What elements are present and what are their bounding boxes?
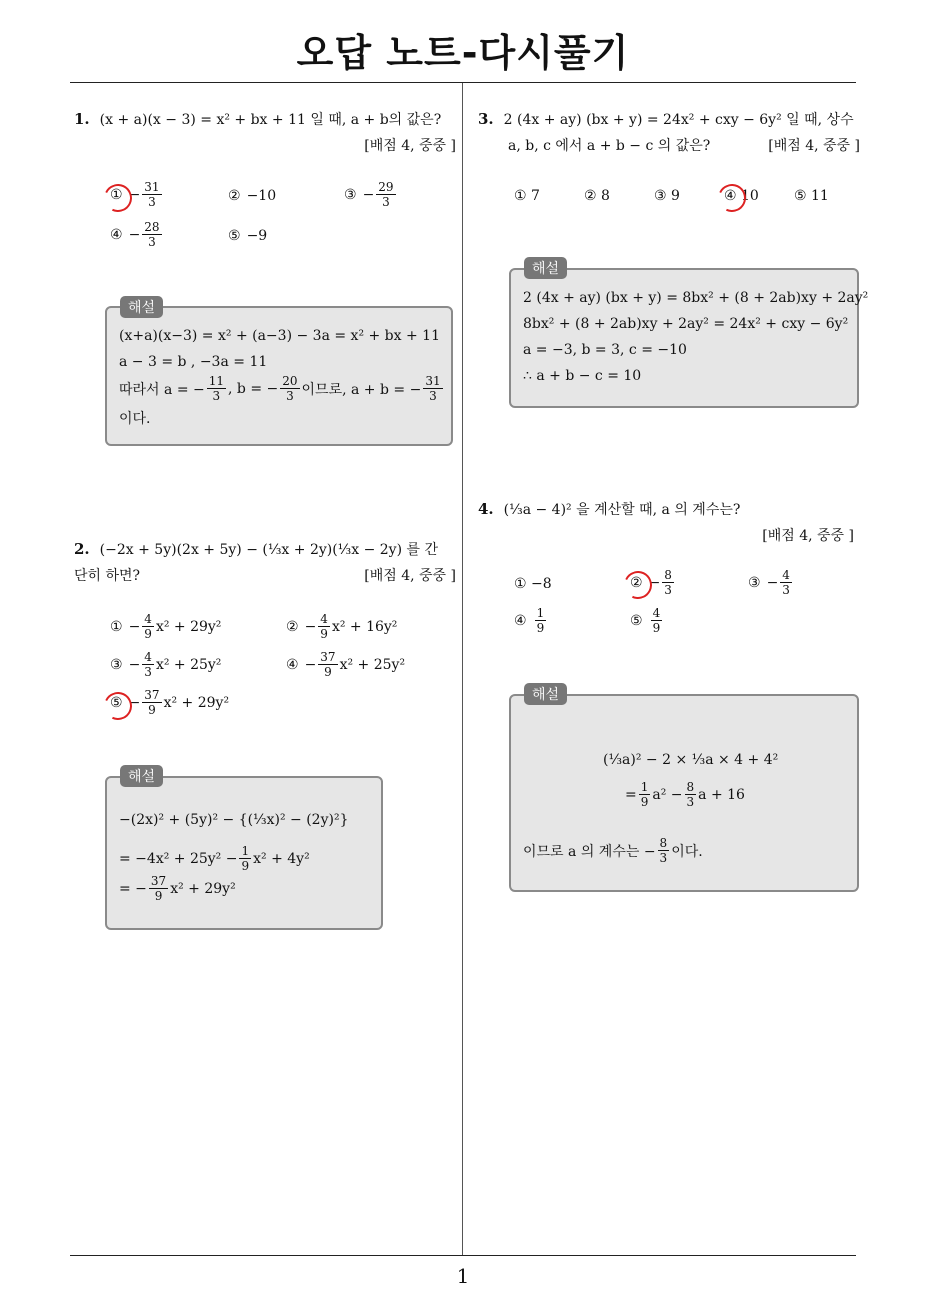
choice-2[interactable]: ② − $\frac{8}{3}$ — [630, 568, 672, 597]
question-3: 3. 2 (4x + ay) (bx + y) = 24x² + cxy − 6y² 일 때, 상수 a, b, c 에서 a + b − c 의 값은? [배점 4, 중중 ] — [478, 106, 860, 159]
choice-2[interactable]: ② 8 — [584, 188, 610, 204]
question-meta: [배점 4, 중중 ] — [768, 138, 860, 154]
top-rule — [70, 82, 856, 83]
question-number: 3. — [478, 110, 494, 128]
selected-answer-mark — [714, 180, 750, 216]
choice-1[interactable]: ① −8 — [514, 576, 552, 592]
column-divider — [462, 83, 463, 1255]
choice-5[interactable]: ⑤ $\frac{4}{9}$ — [630, 606, 661, 635]
fraction: $\frac{28}{3}$ — [144, 220, 160, 249]
solution-box: 2 (4x + ay) (bx + y) = 8bx² + (8 + 2ab)xy + 2ay² 8bx² + (8 + 2ab)xy + 2ay² = 24x² + cxy − 6y² a = −3, b = 3, c = −10 ∴ a + b − c = 10 — [509, 268, 859, 408]
solution-tag: 해설 — [524, 257, 567, 279]
choice-3[interactable]: ③ − $\frac{29}{3}$ — [344, 180, 394, 209]
solution-tag: 해설 — [120, 296, 163, 318]
choice-4[interactable]: ④ 10 — [724, 188, 759, 204]
solution-box: (x+a)(x−3) = x² + (a−3) − 3a = x² + bx + 11 a − 3 = b , −3a = 11 따라서 a = − $\frac{11}{3}$ , b = − $\frac{20}{3}$ 이므로, a + b = − $\frac{31}{3}$ 이다. — [105, 306, 453, 446]
choice-1[interactable]: ① − $\frac{4}{9}$ x² + 29y² — [110, 612, 222, 641]
question-1 — [74, 106, 456, 159]
question-meta: [배점 4, 중중 ] — [762, 528, 854, 544]
question-meta: [배점 4, 중중 ] — [364, 568, 456, 584]
question-number: 4. — [478, 500, 494, 518]
solution-box: −(2x)² + (5y)² − {(⅓x)² − (2y)²} = −4x² + 25y² − $\frac{1}{9}$ x² + 4y² = − $\frac{37}{9}$ x² + 29y² — [105, 776, 383, 930]
page-title: 오답 노트-다시풀기 — [296, 31, 630, 75]
choice-3[interactable]: ③ − $\frac{4}{3}$ x² + 25y² — [110, 650, 222, 679]
question-meta: [배점 4, 중중 ] — [364, 138, 456, 154]
choice-1[interactable]: ① − $\frac{31}{3}$ — [110, 180, 160, 209]
choice-4[interactable]: ④ $\frac{1}{9}$ — [514, 606, 545, 635]
fraction: $\frac{31}{3}$ — [144, 180, 160, 209]
choice-5[interactable]: ⑤ − $\frac{37}{9}$ x² + 29y² — [110, 688, 230, 717]
choice-4[interactable]: ④ − $\frac{37}{9}$ x² + 25y² — [286, 650, 406, 679]
choice-3[interactable]: ③ − $\frac{4}{3}$ — [748, 568, 790, 597]
solution-tag: 해설 — [120, 765, 163, 787]
question-4 — [478, 496, 854, 549]
solution-tag: 해설 — [524, 683, 567, 705]
choice-2[interactable]: ② −10 — [228, 188, 277, 204]
choice-5[interactable]: ⑤ 11 — [794, 188, 829, 204]
fraction: $\frac{29}{3}$ — [378, 180, 394, 209]
choice-4[interactable]: ④ − $\frac{28}{3}$ — [110, 220, 160, 249]
page-number: 1 — [456, 1264, 470, 1288]
question-2: 2. (−2x + 5y)(2x + 5y) − (⅓x + 2y)(⅓x − 2y) 를 간 단히 하면? [배점 4, 중중 ] — [74, 536, 456, 589]
choice-1[interactable]: ① 7 — [514, 188, 540, 204]
question-number: 1. — [74, 110, 90, 128]
solution-box: (⅓a)² − 2 × ⅓a × 4 + 4² = $\frac{1}{9}$ a² − $\frac{8}{3}$ a + 16 이므로 a 의 계수는 − $\frac{8}{3}$ 이다. — [509, 694, 859, 892]
choice-5[interactable]: ⑤ −9 — [228, 228, 268, 244]
choice-3[interactable]: ③ 9 — [654, 188, 680, 204]
question-text: (⅓a − 4)² 을 계산할 때, a 의 계수는? — [503, 502, 741, 518]
question-text: 2 (4x + ay) (bx + y) = 24x² + cxy − 6y² 일 때, 상수 — [503, 112, 854, 128]
bottom-rule — [70, 1255, 856, 1256]
question-number: 2. — [74, 540, 90, 558]
choice-2[interactable]: ② − $\frac{4}{9}$ x² + 16y² — [286, 612, 398, 641]
question-text: (−2x + 5y)(2x + 5y) − (⅓x + 2y)(⅓x − 2y) 를 간 — [99, 542, 439, 558]
question-text: (x + a)(x − 3) = x² + bx + 11 일 때, a + b의 값은? — [99, 112, 442, 128]
